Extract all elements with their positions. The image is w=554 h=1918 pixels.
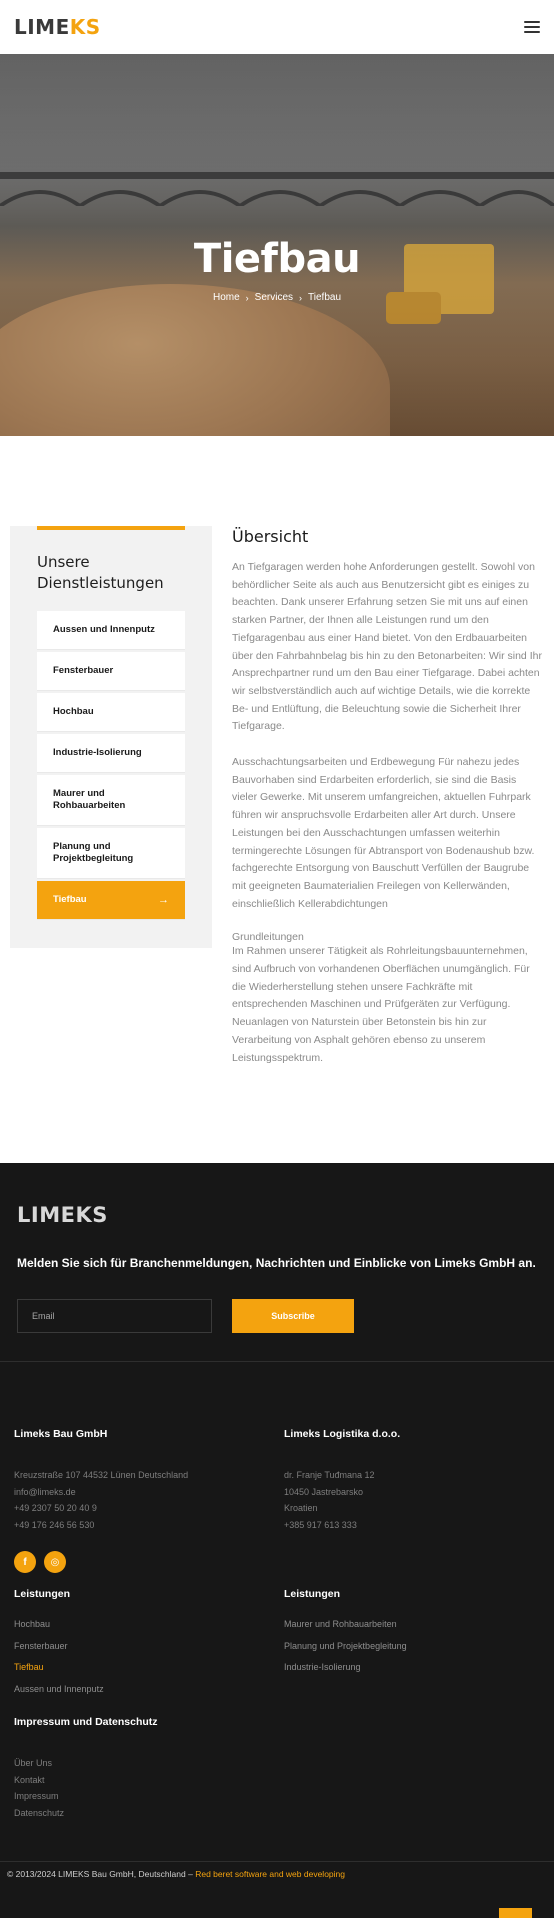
footer-link-hochbau[interactable]: Hochbau (14, 1619, 51, 1630)
site-logo[interactable] (14, 15, 101, 39)
developer-link[interactable]: Red beret software and web developing (195, 1869, 345, 1880)
subscribe-button[interactable]: Subscribe (232, 1299, 354, 1333)
service-item-label: Fensterbauer (53, 665, 114, 676)
hero-content (0, 236, 554, 303)
address-line: Kreuzstraße 107 44532 Lünen Deutschland (14, 1470, 189, 1481)
overview-subheading: Grundleitungen (232, 931, 304, 944)
overview-heading: Übersicht (232, 527, 309, 546)
address-line: 10450 Jastrebarsko (284, 1486, 364, 1497)
logo-text: LIME (14, 15, 70, 39)
service-item-aussen-und-innenputz[interactable] (37, 611, 185, 650)
service-item-planung-und-projektbegleitung[interactable] (37, 828, 185, 879)
footer-link-aussen-und-innenputz[interactable]: Aussen und Innenputz (14, 1683, 104, 1694)
main-content (0, 436, 554, 1163)
company-column-logistika (284, 1428, 540, 1573)
site-header (0, 0, 554, 54)
company-name: Limeks Bau GmbH (14, 1428, 108, 1441)
overview-paragraph-1: An Tiefgaragen werden hohe Anforderungen gestellt. Sowohl von behördlicher Seite als auch aus Benutzersicht gibt es einiges zu beachten. Dank unserer Erfahrung setzen Sie mit uns auf einen starken Partner, der Ihnen alle Leistungen rund um den Tiefgaragenbau aus einer Hand bietet. Von den Erdbauarbeiten über den Fahrbahnbelag bis hin zu den Betonarbeiten: Wir sind Ihr Ansprechpartner rund um den Bau einer Tiefgarage. Dabei achten wir selbstverständlich auch auf wichtige Details, wie die korrekte Be- und Entlüftung, die Beleuchtung sowie die Sicherheit Ihrer Tiefgarage. (232, 561, 542, 733)
sidebar-title: Unsere Dienstleistungen (37, 553, 164, 592)
mobile-line[interactable]: +49 176 246 56 530 (14, 1519, 95, 1530)
footer-columns (0, 1362, 554, 1821)
footer-link-ueber-uns[interactable]: Über Uns (14, 1758, 53, 1769)
legal-column (14, 1705, 284, 1821)
instagram-icon[interactable]: ◎ (44, 1551, 66, 1573)
address-line: Kroatien (284, 1503, 318, 1514)
footer-link-datenschutz[interactable]: Datenschutz (14, 1807, 65, 1818)
service-item-maurer-und-rohbauarbeiten[interactable] (37, 775, 185, 826)
legal-title: Impressum und Datenschutz (14, 1716, 158, 1729)
service-item-label: Maurer und Rohbauarbeiten (53, 788, 126, 811)
service-list (37, 611, 185, 920)
footer-link-fensterbauer[interactable]: Fensterbauer (14, 1640, 68, 1651)
services-links-left (14, 1573, 284, 1705)
footer-link-maurer[interactable]: Maurer und Rohbauarbeiten (284, 1619, 397, 1630)
hero-banner (0, 54, 554, 436)
sidebar-accent-bar (37, 526, 185, 530)
service-item-label: Planung und Projektbegleitung (53, 841, 134, 864)
copyright-bar (0, 1861, 554, 1918)
company-column-bau (14, 1428, 284, 1573)
footer-link-kontakt[interactable]: Kontakt (14, 1774, 45, 1785)
bridge-illustration (0, 172, 554, 206)
newsletter-section (0, 1163, 554, 1362)
breadcrumb-home[interactable]: Home (212, 292, 240, 303)
service-item-label: Tiefbau (53, 894, 87, 905)
email-link[interactable]: info@limeks.de (14, 1486, 76, 1497)
services-links-right (284, 1573, 540, 1705)
footer-link-planung[interactable]: Planung und Projektbegleitung (284, 1640, 407, 1651)
arrow-right-icon: → (158, 894, 169, 906)
service-item-label: Hochbau (53, 706, 94, 717)
breadcrumb-current: Tiefbau (308, 292, 342, 303)
overview-paragraph-2: Ausschachtungsarbeiten und Erdbewegung Für nahezu jedes Bauvorhaben sind Erdarbeiten erforderlich, sie sind die Basis vieler Gewerke. Mit unserem umfangreichen, aktuellen Fuhrpark führen wir anspruchsvolle Erdarbeiten aller Art durch. Unsere Leistungen bei den Ausschachtungen umfassen weiterhin termingerechte Lösungen für Abtransport von Bodenaushub bzw. fachgerechte Entsorgung von Bauschutt Verfüllen der Baugrube mit geeigneten Baumaterialien Freilegen von Kellerwänden, einschließlich Kellerabdichtungen (232, 756, 535, 910)
sand-pile (0, 284, 390, 436)
overview-article (232, 526, 544, 1085)
service-item-tiefbau[interactable] (37, 881, 185, 920)
overview-paragraph-3: Im Rahmen unserer Tätigkeit als Rohrleitungsbauunternehmen, sind Aufbruch von vorhandenen Oberflächen unumgänglich. Für die Wiederherstellung stehen unsere Fachkräfte mit entsprechenden Maschinen und Prüfgeräten zur Verfügung. Neuanlagen von Naturstein über Betonstein bis hin zur Verarbeitung von Asphalt gehören ebenso zu unserem Leistungsspektrum. (232, 945, 530, 1064)
service-item-label: Industrie-Isolierung (53, 747, 142, 758)
social-links (14, 1551, 284, 1573)
newsletter-text: Melden Sie sich für Branchenmeldungen, Nachrichten und Einblicke von Limeks GmbH an. (17, 1256, 536, 1271)
company-name: Limeks Logistika d.o.o. (284, 1428, 401, 1441)
phone-line[interactable]: +385 917 613 333 (284, 1519, 357, 1530)
footer-link-impressum[interactable]: Impressum (14, 1791, 59, 1802)
links-title: Leistungen (284, 1588, 341, 1601)
service-item-industrie-isolierung[interactable] (37, 734, 185, 773)
breadcrumb (0, 292, 554, 303)
site-footer (0, 1163, 554, 1918)
breadcrumb-services[interactable]: Services (254, 292, 294, 303)
service-item-fensterbauer[interactable] (37, 652, 185, 691)
service-item-label: Aussen und Innenputz (53, 624, 155, 635)
footer-link-tiefbau[interactable]: Tiefbau (14, 1662, 44, 1673)
page-title: Tiefbau (193, 236, 361, 282)
email-input[interactable] (17, 1299, 212, 1333)
footer-logo[interactable]: LIMEKS (17, 1203, 108, 1228)
copyright-text: © 2013/2024 LIMEKS Bau GmbH, Deutschland – (7, 1869, 193, 1880)
footer-link-industrie-isolierung[interactable]: Industrie-Isolierung (284, 1662, 361, 1673)
links-title: Leistungen (14, 1588, 71, 1601)
subscribe-form (17, 1299, 537, 1333)
chevron-right-icon: › (245, 292, 249, 303)
back-to-top-button[interactable] (499, 1908, 532, 1918)
logo-accent-text: KS (69, 15, 101, 39)
phone-line[interactable]: +49 2307 50 20 40 9 (14, 1503, 97, 1514)
service-item-hochbau[interactable] (37, 693, 185, 732)
chevron-right-icon: › (299, 292, 303, 303)
address-line: dr. Franje Tuđmana 12 (284, 1470, 375, 1481)
facebook-icon[interactable]: f (14, 1551, 36, 1573)
services-sidebar (10, 526, 212, 948)
hamburger-icon[interactable] (524, 21, 540, 33)
